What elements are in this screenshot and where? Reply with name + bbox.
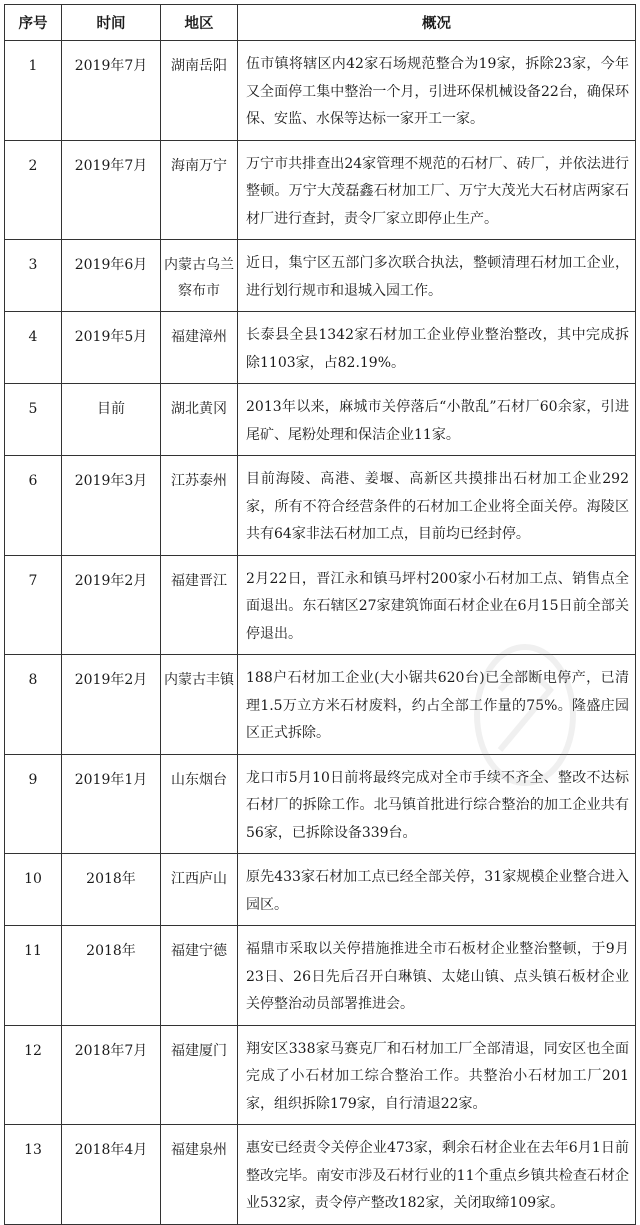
cell-index: 6 [5,456,62,556]
regulation-table [4,4,636,1225]
header-overview: 概况 [238,5,636,41]
cell-time: 2019年3月 [62,456,161,556]
cell-region: 内蒙古乌兰察布市 [161,240,238,312]
cell-overview: 龙口市5月10日前将最终完成对全市手续不齐全、整改不达标石材厂的拆除工作。北马镇首批进行综合整治的加工企业共有56家，已拆除设备339台。 [238,754,636,854]
cell-time: 2019年7月 [62,140,161,240]
table-row [5,1025,636,1125]
table-row [5,854,636,926]
header-region: 地区 [161,5,238,41]
cell-region: 山东烟台 [161,754,238,854]
cell-region: 内蒙古丰镇 [161,655,238,755]
cell-overview: 伍市镇将辖区内42家石场规范整合为19家，拆除23家，今年又全面停工集中整治一个月，引进环保机械设备22台，确保环保、安监、水保等达标一家开工一家。 [238,41,636,141]
header-time: 时间 [62,5,161,41]
cell-index: 5 [5,384,62,456]
table-row [5,555,636,655]
cell-index: 10 [5,854,62,926]
cell-region: 福建漳州 [161,312,238,384]
cell-index: 3 [5,240,62,312]
cell-time: 目前 [62,384,161,456]
cell-overview: 长泰县全县1342家石材加工企业停业整治整改，其中完成拆除1103家，占82.19%。 [238,312,636,384]
cell-overview: 近日，集宁区五部门多次联合执法，整顿清理石材加工企业，进行划行规市和退城入园工作。 [238,240,636,312]
table-row [5,926,636,1026]
table-row [5,384,636,456]
cell-index: 8 [5,655,62,755]
table-row [5,140,636,240]
cell-index: 7 [5,555,62,655]
table-row [5,754,636,854]
cell-overview: 2月22日，晋江永和镇马坪村200家小石材加工点、销售点全面退出。东石辖区27家建筑饰面石材企业在6月15日前全部关停退出。 [238,555,636,655]
cell-index: 11 [5,926,62,1026]
cell-region: 福建晋江 [161,555,238,655]
cell-index: 13 [5,1125,62,1225]
cell-region: 福建泉州 [161,1125,238,1225]
cell-overview: 原先433家石材加工点已经全部关停，31家规模企业整合进入园区。 [238,854,636,926]
cell-index: 1 [5,41,62,141]
header-index: 序号 [5,5,62,41]
cell-region: 福建厦门 [161,1025,238,1125]
cell-overview: 2013年以来，麻城市关停落后“小散乱”石材厂60余家，引进尾矿、尾粉处理和保洁企业11家。 [238,384,636,456]
cell-overview: 翔安区338家马赛克厂和石材加工厂全部清退，同安区也全面完成了小石材加工综合整治工作。共整治小石材加工厂201家，组织拆除179家，自行清退22家。 [238,1025,636,1125]
cell-region: 湖北黄冈 [161,384,238,456]
table-row [5,655,636,755]
cell-time: 2018年 [62,926,161,1026]
cell-time: 2019年1月 [62,754,161,854]
table-body [5,41,636,1225]
cell-overview: 目前海陵、高港、姜堰、高新区共摸排出石材加工企业292家，所有不符合经营条件的石材加工企业将全面关停。海陵区共有64家非法石材加工点，目前均已经封停。 [238,456,636,556]
cell-index: 2 [5,140,62,240]
cell-time: 2019年2月 [62,655,161,755]
cell-index: 9 [5,754,62,854]
table-row [5,312,636,384]
cell-index: 12 [5,1025,62,1125]
cell-region: 海南万宁 [161,140,238,240]
cell-time: 2019年6月 [62,240,161,312]
table-row [5,456,636,556]
cell-region: 江苏泰州 [161,456,238,556]
cell-time: 2018年 [62,854,161,926]
cell-time: 2019年7月 [62,41,161,141]
cell-time: 2019年2月 [62,555,161,655]
cell-time: 2019年5月 [62,312,161,384]
cell-overview: 惠安已经责令关停企业473家，剩余石材企业在去年6月1日前整改完毕。南安市涉及石材行业的11个重点乡镇共检查石材企业532家，责令停产整改182家，关闭取缔109家。 [238,1125,636,1225]
cell-index: 4 [5,312,62,384]
cell-overview: 188户石材加工企业(大小锯共620台)已全部断电停产，已清理1.5万立方米石材废料，约占全部工作量的75%。隆盛庄园区正式拆除。 [238,655,636,755]
cell-region: 江西庐山 [161,854,238,926]
cell-region: 福建宁德 [161,926,238,1026]
cell-time: 2018年7月 [62,1025,161,1125]
cell-overview: 福鼎市采取以关停措施推进全市石板材企业整治整顿，于9月23日、26日先后召开白琳镇、太姥山镇、点头镇石板材企业关停整治动员部署推进会。 [238,926,636,1026]
cell-overview: 万宁市共排查出24家管理不规范的石材厂、砖厂，并依法进行整顿。万宁大茂磊鑫石材加工厂、万宁大茂光大石材店两家石材厂进行查封，责令厂家立即停止生产。 [238,140,636,240]
header-row [5,5,636,41]
table-row [5,1125,636,1225]
table-row [5,41,636,141]
cell-time: 2018年4月 [62,1125,161,1225]
cell-region: 湖南岳阳 [161,41,238,141]
table-row [5,240,636,312]
